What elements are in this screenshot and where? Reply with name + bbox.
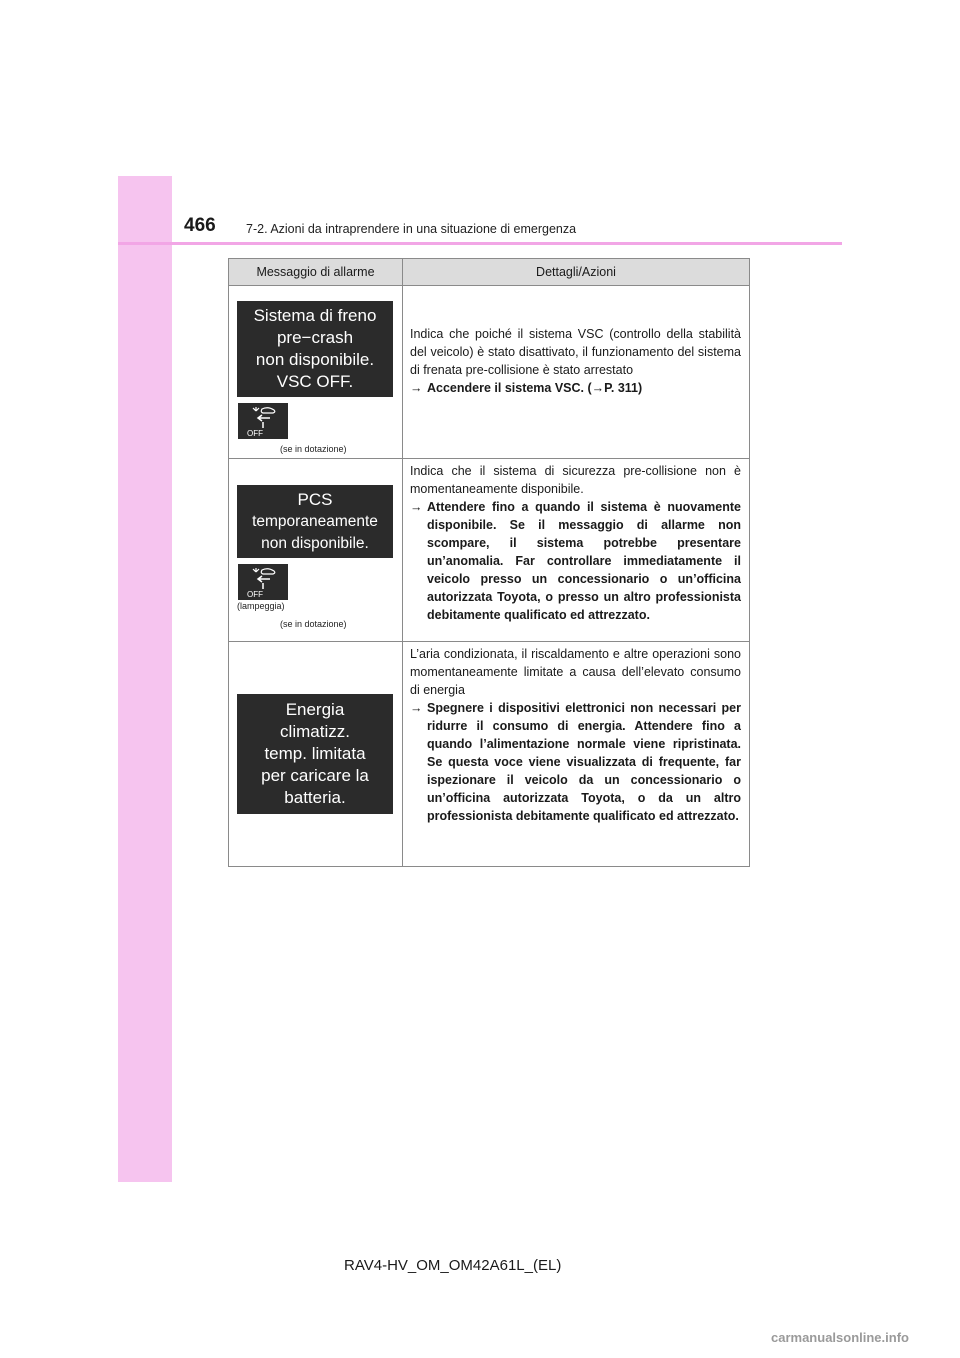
display-line: temp. limitata xyxy=(264,744,366,763)
display-line: VSC OFF. xyxy=(276,372,354,391)
warning-message-table xyxy=(228,258,750,867)
action-label: Attendere fino a quando il sistema è nuovamente disponibile. Se il messaggio di allarme non scompare, il sistema potrebbe presentare un’anomalia. Far controllare immediatamente il veicolo presso un concessionario o un’officina autorizzata Toyota, o presso un altro professionista debitamente qualificato ed attrezzato. xyxy=(427,500,741,622)
blinking-note-caption: (lampeggia) xyxy=(237,601,285,611)
display-line: per caricare la xyxy=(261,766,369,785)
action-label: Accendere il sistema VSC. (→P. 311) xyxy=(427,381,643,395)
action-text xyxy=(410,379,741,397)
display-line: temporaneamente xyxy=(252,512,378,530)
action-label: Spegnere i dispositivi elettronici non necessari per ridurre il consumo di energia. Attendere fino a quando l’alimentazione normale viene ripristinata. Se questa voce viene visualizzata di frequente, far ispezionare il veicolo da un concessionario o un’officina autorizzata Toyota, o da un altro professionista debitamente qualificato ed attrezzato. xyxy=(427,701,741,823)
display-message-image xyxy=(237,694,393,814)
watermark-link[interactable]: carmanualsonline.info xyxy=(771,1330,909,1345)
description-text: L’aria condizionata, il riscaldamento e altre operazioni sono momentaneamente limitate a causa dell’elevato consumo di energia xyxy=(410,647,741,697)
table-header-row xyxy=(229,259,750,286)
message-image-cell xyxy=(229,459,403,642)
description-text: Indica che poiché il sistema VSC (controllo della stabilità del veicolo) è stato disattivato, il funzionamento del sistema di frenata pre-collisione è stato arrestato xyxy=(410,327,741,377)
optional-equipment-caption: (se in dotazione) xyxy=(280,619,347,629)
details-cell xyxy=(403,642,750,867)
table-row xyxy=(229,642,750,867)
icon-off-label: OFF xyxy=(247,590,263,599)
message-image-cell xyxy=(229,286,403,459)
section-title: 7-2. Azioni da intraprendere in una situazione di emergenza xyxy=(246,222,577,236)
header-rule xyxy=(118,242,842,245)
display-line: PCS xyxy=(297,489,333,509)
display-line: Energia xyxy=(285,700,345,719)
display-line: non disponibile. xyxy=(255,350,375,369)
details-cell xyxy=(403,459,750,642)
display-line: climatizz. xyxy=(280,722,350,741)
side-color-band xyxy=(118,176,172,1182)
arrow-icon: → xyxy=(410,381,423,395)
display-message-image xyxy=(237,485,393,558)
display-message-image xyxy=(237,301,393,397)
table-row xyxy=(229,459,750,642)
column-header-details: Dettagli/Azioni xyxy=(403,259,750,286)
optional-equipment-caption: (se in dotazione) xyxy=(280,444,347,454)
action-text xyxy=(410,498,741,624)
message-image-cell xyxy=(229,642,403,867)
page-number: 466 xyxy=(184,215,216,236)
pcs-off-warning-icon xyxy=(238,564,288,600)
icon-off-label: OFF xyxy=(247,429,263,438)
pcs-off-warning-icon xyxy=(238,403,288,439)
display-line: pre−crash xyxy=(276,328,354,347)
document-code: RAV4-HV_OM_OM42A61L_(EL) xyxy=(344,1257,562,1274)
details-cell xyxy=(403,286,750,459)
arrow-icon: → xyxy=(410,701,423,715)
display-line: non disponibile. xyxy=(261,534,369,552)
table-row xyxy=(229,286,750,459)
display-line: Sistema di freno xyxy=(253,306,377,325)
display-line: batteria. xyxy=(284,788,346,807)
description-text: Indica che il sistema di sicurezza pre-collisione non è momentaneamente disponibile. xyxy=(410,464,741,496)
action-text xyxy=(410,699,741,825)
arrow-icon: → xyxy=(410,500,423,514)
column-header-message: Messaggio di allarme xyxy=(229,259,403,286)
